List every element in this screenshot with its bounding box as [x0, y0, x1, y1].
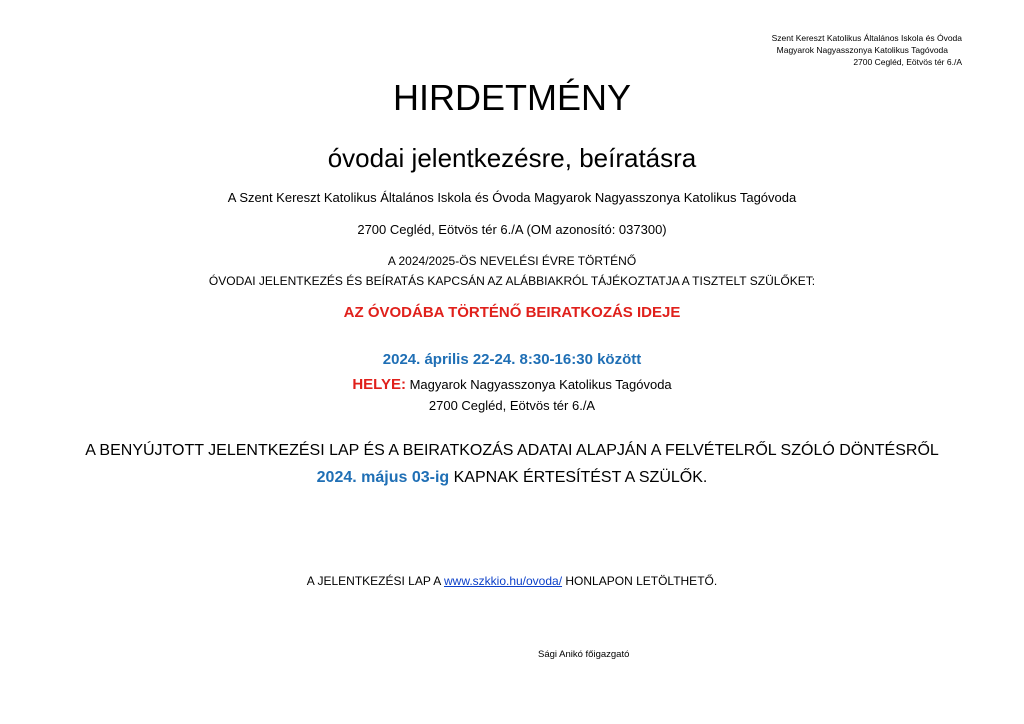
letterhead-address: 2700 Cegléd, Eötvös tér 6./A [853, 57, 962, 67]
school-year-line: A 2024/2025-ÖS NEVELÉSI ÉVRE TÖRTÉNŐ [387, 254, 637, 268]
download-suffix: HONLAPON LETÖLTHETŐ. [562, 574, 718, 588]
location-label: HELYE: [352, 376, 406, 393]
location-line [0, 375, 1024, 395]
page-subtitle: óvodai jelentkezésre, beíratásra [327, 143, 697, 173]
enrollment-date: 2024. április 22-24. 8:30-16:30 között [382, 351, 642, 368]
institution-name: A Szent Kereszt Katolikus Általános Iskola és Óvoda Magyarok Nagyasszonya Katolikus Tagóvoda [227, 190, 797, 205]
decision-line: A BENYÚJTOTT JELENTKEZÉSI LAP ÉS A BEIRATKOZÁS ADATAI ALAPJÁN A FELVÉTELRŐL SZÓLÓ DÖNTÉSRŐL [85, 442, 939, 459]
download-link[interactable]: www.szkkio.hu/ovoda/ [443, 574, 563, 588]
decision-rest: KAPNAK ÉRTESÍTÉST A SZÜLŐK. [449, 469, 708, 486]
letterhead-school: Szent Kereszt Katolikus Általános Iskola és Óvoda [771, 33, 962, 43]
signature: Sági Anikó főigazgató [538, 649, 630, 660]
enrollment-heading: AZ ÓVODÁBA TÖRTÉNŐ BEIRATKOZÁS IDEJE [343, 304, 681, 321]
letterhead-kindergarten: Magyarok Nagyasszonya Katolikus Tagóvoda [776, 45, 948, 55]
institution-address: 2700 Cegléd, Eötvös tér 6./A (OM azonosító: 037300) [357, 222, 667, 237]
letterhead [772, 32, 962, 68]
decision-notice [0, 467, 1024, 489]
decision-date: 2024. május 03-ig [316, 469, 450, 486]
page-title: HIRDETMÉNY [392, 77, 631, 118]
download-prefix: A JELENTKEZÉSI LAP A [306, 574, 444, 588]
download-line [0, 572, 1024, 590]
info-line: ÓVODAI JELENTKEZÉS ÉS BEÍRATÁS KAPCSÁN AZ ALÁBBIAKRÓL TÁJÉKOZTATJA A TISZTELT SZÜLŐKET: [208, 274, 816, 288]
location-name: Magyarok Nagyasszonya Katolikus Tagóvoda [405, 377, 672, 392]
location-address: 2700 Cegléd, Eötvös tér 6./A [428, 398, 596, 413]
